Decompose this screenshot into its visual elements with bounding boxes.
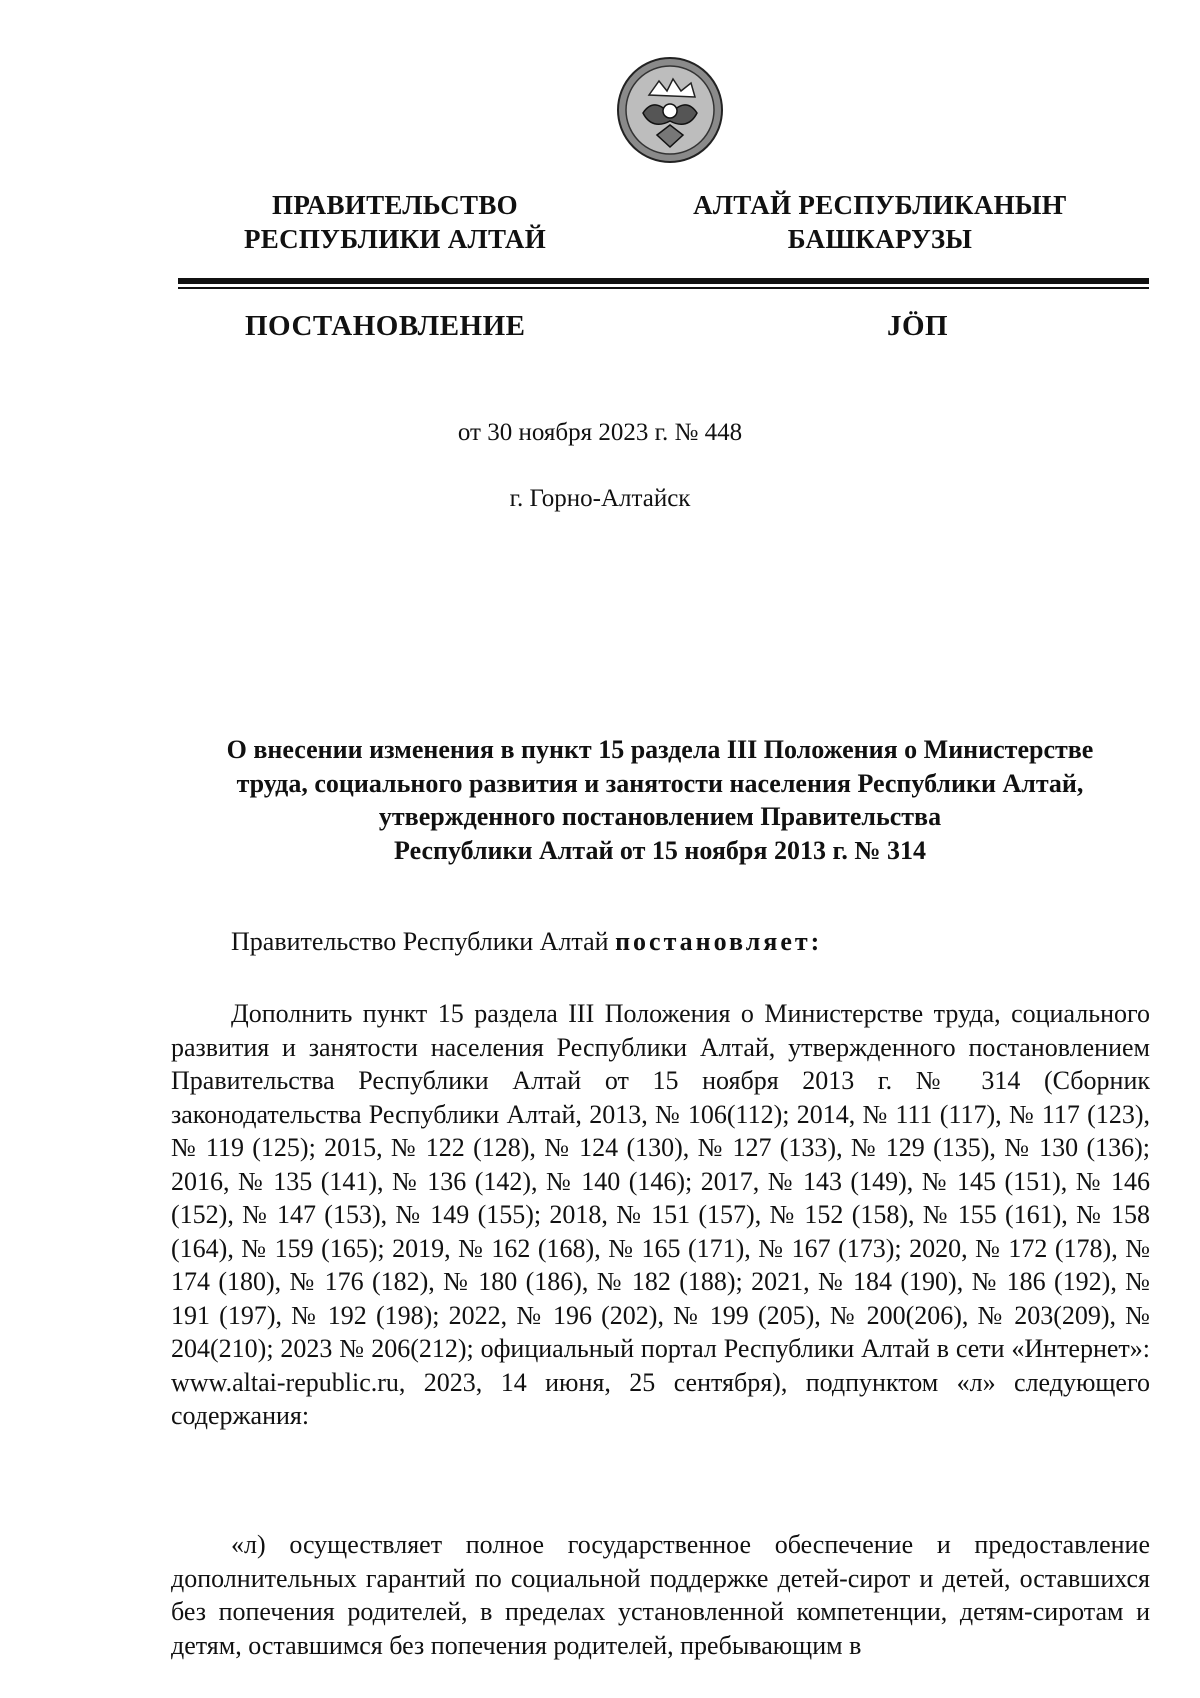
document-type-alt: JӦП <box>887 310 949 342</box>
government-name-alt-line1: АЛТАЙ РЕСПУБЛИКАНЫҤ <box>693 190 1067 220</box>
government-name-ru <box>185 188 605 256</box>
resolution-intro <box>171 925 1150 959</box>
government-name-ru-line1: ПРАВИТЕЛЬСТВО <box>272 190 518 220</box>
body-paragraph-2: «л) осуществляет полное государственное обеспечение и предоставление дополнительных гарантий по социальной поддержке детей-сирот и детей, оставшихся без попечения родителей, в пределах установленной компетенции, детям-сиротам и детям, оставшимся без попечения родителей, пребывающим в <box>171 1530 1150 1660</box>
document-title-line4: Республики Алтай от 15 ноября 2013 г. № 314 <box>394 835 926 865</box>
coat-of-arms-emblem <box>615 55 725 165</box>
document-title-line2: труда, социального развития и занятости населения Республики Алтай, <box>236 768 1084 798</box>
resolution-verb: постановляет: <box>615 927 823 956</box>
government-name-ru-line2: РЕСПУБЛИКИ АЛТАЙ <box>243 224 547 254</box>
document-city: г. Горно-Алтайск <box>509 485 691 512</box>
government-name-alt <box>670 188 1090 256</box>
document-type-ru: ПОСТАНОВЛЕНИЕ <box>245 310 526 342</box>
body-paragraph-1: Дополнить пункт 15 раздела III Положения о Министерстве труда, социального развития и занятости населения Республики Алтай, утвержденного постановлением Правительства Республики Алтай от 15 ноября 2013 г. № 314 (Сборник законодательства Республики Алтай, 2013, № 106(112); 2014, № 111 (117), № 117 (123), № 119 (125); 2015, № 122 (128), № 124 (130), № 127 (133), № 129 (135), № 130 (136); 2016, № 135 (141), № 136 (142), № 140 (146); 2017, № 143 (149), № 145 (151), № 146 (152), № 147 (153), № 149 (155); 2018, № 151 (157), № 152 (158), № 155 (161), № 158 (164), № 159 (165); 2019, № 162 (168), № 165 (171), № 167 (173); 2020, № 172 (178), № 174 (180), № 176 (182), № 180 (186), № 182 (188); 2021, № 184 (190), № 186 (192), № 191 (197), № 192 (198); 2022, № 196 (202), № 199 (205), № 200(206), № 203(209), № 204(210); 2023 № 206(212); официальный портал Республики Алтай в сети «Интернет»: www.altai-republic.ru, 2023, 14 июня, 25 сентября), подпунктом «л» следующего содержания: <box>171 999 1150 1430</box>
header-divider-thin <box>178 287 1149 289</box>
document-date-number: от 30 ноября 2023 г. № 448 <box>457 419 743 446</box>
header-divider-thick <box>178 278 1149 284</box>
document-title-line1: О внесении изменения в пункт 15 раздела III Положения о Министерстве <box>226 735 1094 764</box>
government-name-alt-line2: БАШКАРУЗЫ <box>787 224 973 254</box>
resolution-intro-text: Правительство Республики Алтай <box>231 927 616 956</box>
document-title-line3: утвержденного постановлением Правительства <box>378 802 942 831</box>
document-title <box>170 733 1150 867</box>
